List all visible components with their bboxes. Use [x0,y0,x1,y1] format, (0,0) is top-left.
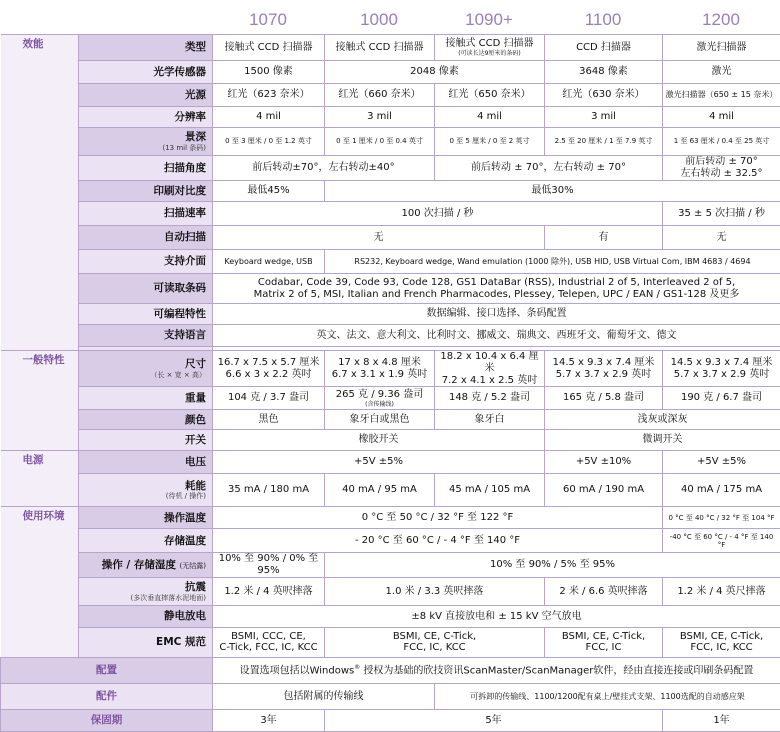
weight-1000-main: 265 克 / 9.36 盎司 [335,388,424,400]
cell-stortemp-1200: -40 °C 至 60 °C / - 4 °F 至 140 °F [663,529,780,553]
consumption-label-main: 耗能 [185,480,206,493]
config-text-pre: 设置选项包括以Windows [239,665,355,677]
cell-weight-1200: 190 克 / 6.7 盎司 [663,387,780,410]
emc-1000-line1: BSMI, CE, C-Tick, [392,630,477,642]
cell-speed-ccd: 100 次扫描 / 秒 [213,202,663,226]
row-resolution [1,107,780,128]
cell-weight-1070: 104 克 / 3.7 盎司 [213,387,325,410]
label-dimensions [79,351,213,387]
cell-voltage-1200: +5V ±5% [663,451,780,474]
cell-shock-1000-1090: 1.0 米 / 3.3 英呎摔落 [325,577,545,605]
cell-cons-1100: 60 mA / 190 mA [545,474,663,507]
section-general: 一般特性 [1,351,79,451]
cell-dof-1200: 1 至 63 厘米 / 0.4 至 25 英寸 [663,128,780,156]
label-emc: EMC 规范 [79,627,213,657]
cell-warranty-1070: 3年 [213,709,325,731]
cell-interface-others: RS232, Keyboard wedge, Wand emulation (1000 除外), USB HID, USB Virtual Com, IBM 4683 / 4694 [325,250,780,274]
row-type [1,35,780,61]
cell-light-1090: 红光（650 奈米） [435,84,545,107]
cell-dim-1100 [545,351,663,387]
dof-label-main: 景深 [185,131,206,144]
config-text-post: 授权为基础的欣技资讯ScanMaster/ScanManager软件，经由直接连接或印刷条码配置 [360,665,754,677]
cell-light-1200: 激光扫描器（650 ± 15 奈米） [663,84,780,107]
cell-res-1070: 4 mil [213,107,325,128]
cell-voltage-1070-1090: +5V ±5% [213,451,545,474]
label-speed: 扫描速率 [79,202,213,226]
cell-color-1090: 象牙白 [435,410,545,430]
cell-auto-1070-1090: 无 [213,226,545,250]
emc-1100-line1: BSMI, CE, C-Tick, [561,630,646,642]
dim-1090-metric: 18.2 x 10.4 x 6.4 厘米 [440,351,539,374]
dim-1200-metric: 14.5 x 9.3 x 7.4 厘米 [670,356,773,368]
dim-1100-metric: 14.5 x 9.3 x 7.4 厘米 [552,356,655,368]
row-light [1,84,780,107]
row-symbologies [1,274,780,304]
symbologies-line2: Matrix 2 of 5, MSI, Italian and French Pharmacodes, Plessey, Telepen, UPC / EAN / GS1-128 及更多 [253,288,740,300]
label-weight: 重量 [79,387,213,410]
cell-light-1070: 红光（623 奈米） [213,84,325,107]
cell-angle-1090-1100: 前后转动 ± 70°，左右转动 ± 70° [435,156,663,181]
dim-1200-imperial: 5.7 x 3.7 x 2.9 英吋 [673,368,770,380]
cell-res-1200: 4 mil [663,107,780,128]
label-interface: 支持介面 [79,250,213,274]
row-color [1,410,780,430]
label-dof [79,128,213,156]
dim-1070-metric: 16.7 x 7.5 x 5.7 厘米 [217,356,320,368]
label-programmability: 可编程特性 [79,304,213,325]
section-accessories: 配件 [1,683,213,709]
cell-acc-1070-1000: 包括附属的传输线 [213,683,435,709]
cell-shock-1100: 2 米 / 6.6 英呎摔落 [545,577,663,605]
cell-type-1090 [435,35,545,61]
angle-1200-line2: 左右转动 ± 32.5° [680,168,763,179]
cell-esd: ±8 kV 直接放电和 ± 15 kV 空气放电 [213,605,780,627]
section-warranty: 保固期 [1,709,213,731]
shock-label-main: 抗震 [185,581,206,594]
row-warranty [1,709,780,731]
row-op-temp [1,507,780,529]
humidity-label-main: 操作 / 存储湿度 [101,559,176,571]
cell-acc-others: 可拆卸的传输线、1100/1200配有桌上/壁挂式支架、1100选配的自动感应架 [435,683,780,709]
spec-table [0,34,780,732]
model-1000: 1000 [360,10,398,29]
label-humidity [79,553,213,578]
cell-warranty-1200: 1年 [663,709,780,731]
row-speed [1,202,780,226]
cell-interface-1070: Keyboard wedge, USB [213,250,325,274]
label-esd: 静电放电 [79,605,213,627]
dim-1070-imperial: 6.6 x 3 x 2.2 英吋 [225,368,312,380]
cell-humidity-1070: 10% 至 90% / 0% 至 95% [213,553,325,578]
cell-type-1070: 接触式 CCD 扫描器 [213,35,325,61]
cell-shock-1070: 1.2 米 / 4 英呎摔落 [213,577,325,605]
cell-programmability: 数据编辑、接口选择、条码配置 [213,304,780,325]
dim-1090-imperial: 7.2 x 4.1 x 2.5 英吋 [441,374,538,386]
row-emc [1,627,780,657]
dimensions-label-main: 尺寸 [185,358,206,371]
model-1090-plus: 1090+ [465,10,513,29]
section-config: 配置 [1,657,213,683]
registered-mark: ® [354,663,361,671]
cell-light-1000: 红光（660 奈米） [325,84,435,107]
row-storage-temp [1,529,780,553]
label-light: 光源 [79,84,213,107]
cell-res-1100: 3 mil [545,107,663,128]
emc-1100-line2: FCC, IC [585,642,622,654]
emc-1070-line1: BSMI, CCC, CE, [231,630,306,642]
section-performance: 效能 [1,35,79,351]
row-angle [1,156,780,181]
row-languages [1,325,780,347]
cell-dof-1000: 0 至 1 厘米 / 0 至 0.4 英寸 [325,128,435,156]
model-1100: 1100 [584,10,622,29]
row-humidity [1,553,780,578]
label-symbologies: 可读取条码 [79,274,213,304]
cell-humidity-others: 10% 至 90% / 5% 至 95% [325,553,780,578]
label-auto: 自动扫描 [79,226,213,250]
model-header [0,0,780,34]
cell-color-1000: 象牙白或黑色 [325,410,435,430]
label-sensor: 光学传感器 [79,61,213,84]
row-interface [1,250,780,274]
cell-dof-1100: 2.5 至 20 厘米 / 1 至 7.9 英寸 [545,128,663,156]
row-config [1,657,780,683]
cell-color-1100-1200: 浅灰或深灰 [545,410,780,430]
cell-optemp-ccd: 0 °C 至 50 °C / 32 °F 至 122 °F [213,507,663,529]
row-weight [1,387,780,410]
label-contrast: 印刷对比度 [79,181,213,202]
cell-voltage-1100: +5V ±10% [545,451,663,474]
type-1090-note: (可读长达9厘米的条码) [458,49,521,57]
cell-type-1000: 接触式 CCD 扫描器 [325,35,435,61]
symbologies-line1: Codabar, Code 39, Code 93, Code 128, GS1 DataBar (RSS), Industrial 2 of 5, Interleaved 2 of 5, [257,276,736,288]
cell-dof-1070: 0 至 3 厘米 / 0 至 1.2 英寸 [213,128,325,156]
cell-res-1000: 3 mil [325,107,435,128]
cell-auto-1100: 有 [545,226,663,250]
cell-emc-1100 [545,627,663,657]
cell-weight-1000 [325,387,435,410]
row-contrast [1,181,780,202]
shock-label-sub: (多次垂直摔落水泥地面) [130,593,206,602]
cell-switch-micro: 微调开关 [545,430,780,451]
cell-cons-1070: 35 mA / 180 mA [213,474,325,507]
cell-sensor-1000-1090: 2048 像素 [325,61,545,84]
label-languages: 支持语言 [79,325,213,347]
dim-1100-imperial: 5.7 x 3.7 x 2.9 英吋 [555,368,652,380]
label-color: 颜色 [79,410,213,430]
cell-speed-1200: 35 ± 5 次扫描 / 秒 [663,202,780,226]
cell-type-1200: 激光扫描器 [663,35,780,61]
humidity-label-sub: (无结露) [179,562,206,570]
dim-1000-metric: 17 x 8 x 4.8 厘米 [338,356,421,368]
cell-weight-1090: 148 克 / 5.2 盎司 [435,387,545,410]
dof-label-sub: (13 mil 条码) [162,143,206,152]
label-switch: 开关 [79,430,213,451]
cell-switch-rubber: 橡胶开关 [213,430,545,451]
dimensions-label-sub: （长 × 宽 × 高） [150,370,206,379]
cell-languages: 英文、法文、意大利文、比利时文、挪威文、瑞典文、西班牙文、葡萄牙文、德文 [213,325,780,347]
cell-cons-1000: 40 mA / 95 mA [325,474,435,507]
model-1200: 1200 [702,10,740,29]
emc-1000-line2: FCC, IC, KCC [403,642,466,654]
cell-config [213,657,780,683]
cell-light-1100: 红光（630 奈米） [545,84,663,107]
cell-color-1070: 黑色 [213,410,325,430]
cell-dof-1090: 0 至 5 厘米 / 0 至 2 英寸 [435,128,545,156]
cell-cons-1090: 45 mA / 105 mA [435,474,545,507]
angle-1200-line1: 前后转动 ± 70° [685,156,758,168]
row-accessories [1,683,780,709]
cell-sensor-1100: 3648 像素 [545,61,663,84]
label-shock [79,577,213,605]
cell-contrast-1070: 最低45% [213,181,325,202]
cell-weight-1100: 165 克 / 5.8 盎司 [545,387,663,410]
consumption-label-sub: (待机 / 操作) [165,492,206,501]
emc-1200-line1: BSMI, CE, C-Tick, [679,630,764,642]
model-1070: 1070 [249,10,287,29]
row-voltage [1,451,780,474]
cell-auto-1200: 无 [663,226,780,250]
label-storage-temp: 存储温度 [79,529,213,553]
label-op-temp: 操作温度 [79,507,213,529]
row-dof [1,128,780,156]
cell-dim-1000 [325,351,435,387]
section-environment: 使用环境 [1,507,79,658]
row-sensor [1,61,780,84]
cell-sensor-1070: 1500 像素 [213,61,325,84]
row-dimensions [1,351,780,387]
cell-angle-1200 [663,156,780,181]
cell-stortemp-ccd: - 20 °C 至 60 °C / - 4 °F 至 140 °F [213,529,663,553]
cell-emc-1070 [213,627,325,657]
cell-cons-1200: 40 mA / 175 mA [663,474,780,507]
cell-type-1100: CCD 扫描器 [545,35,663,61]
label-resolution: 分辨率 [79,107,213,128]
label-type: 类型 [79,35,213,61]
cell-dim-1070 [213,351,325,387]
row-esd [1,605,780,627]
row-shock [1,577,780,605]
cell-symbologies [213,274,780,304]
row-auto [1,226,780,250]
weight-1000-note: (含传输线) [365,400,394,408]
cell-contrast-others: 最低30% [325,181,780,202]
row-switch [1,430,780,451]
cell-dim-1090 [435,351,545,387]
label-angle: 扫描角度 [79,156,213,181]
emc-1070-line2: C-Tick, FCC, IC, KCC [219,642,318,654]
cell-res-1090: 4 mil [435,107,545,128]
cell-shock-1200: 1.2 米 / 4 英尺摔落 [663,577,780,605]
cell-emc-1000-1090 [325,627,545,657]
dim-1000-imperial: 6.7 x 3.1 x 1.9 英吋 [331,368,428,380]
row-programmability [1,304,780,325]
section-power: 电源 [1,451,79,507]
label-consumption [79,474,213,507]
cell-warranty-1000-1100: 5年 [325,709,663,731]
cell-optemp-1200: 0 °C 至 40 °C / 32 °F 至 104 °F [663,507,780,529]
cell-dim-1200 [663,351,780,387]
cell-emc-1200 [663,627,780,657]
cell-sensor-1200: 激光 [663,61,780,84]
row-consumption [1,474,780,507]
label-voltage: 电压 [79,451,213,474]
type-1090-main: 接触式 CCD 扫描器 [445,38,534,50]
emc-1200-line2: FCC, IC, KCC [690,642,753,654]
cell-angle-1070-1000: 前后转动±70°，左右转动±40° [213,156,435,181]
